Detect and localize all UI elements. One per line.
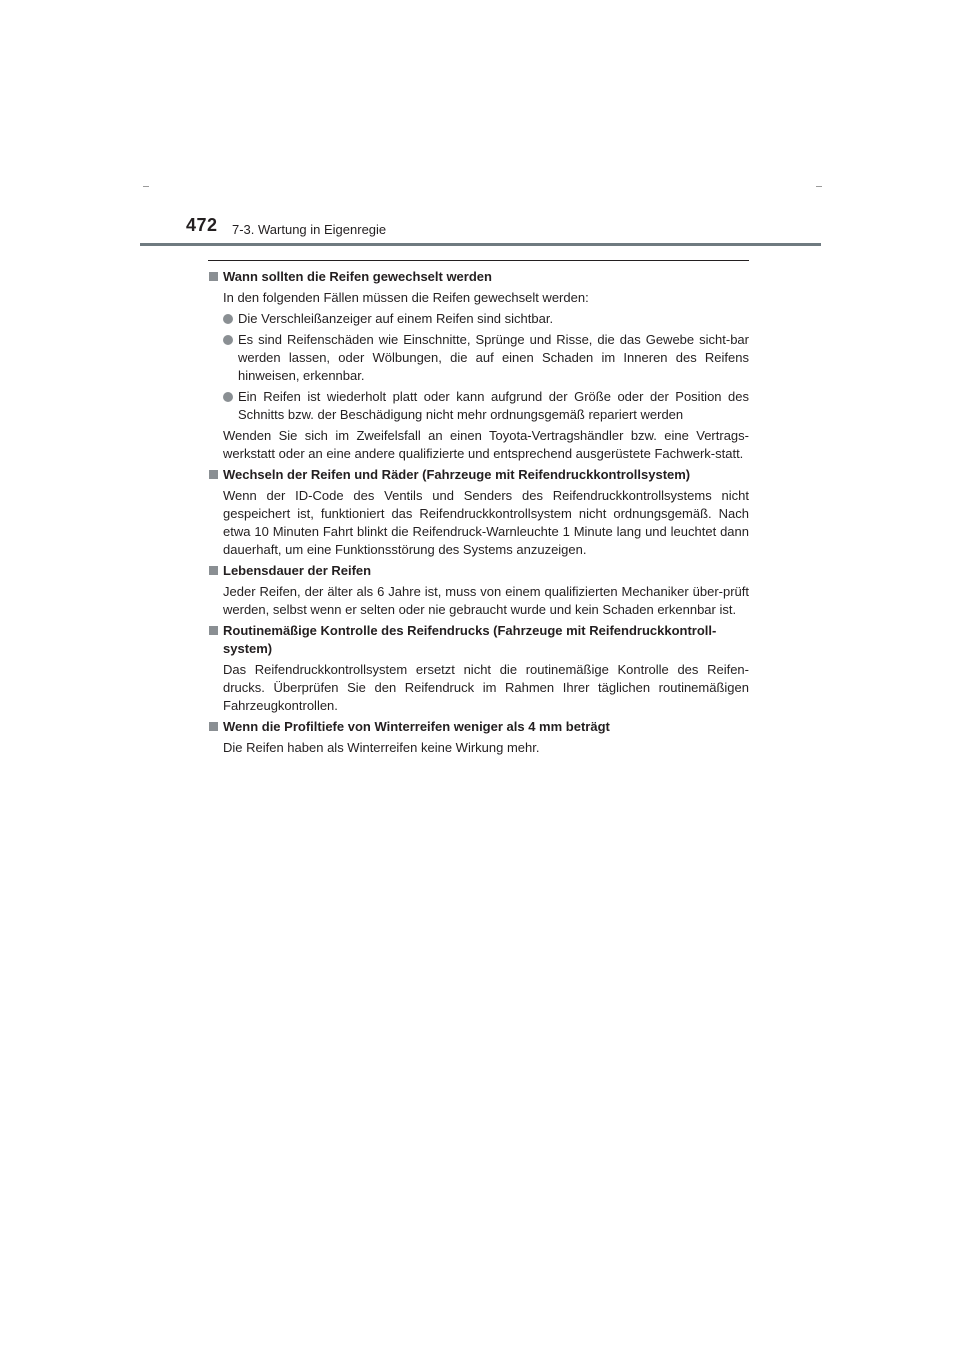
section-winter-tires: [208, 718, 749, 757]
page-number: 472: [186, 215, 218, 235]
section-heading: [208, 466, 749, 484]
section-title: 7-3. Wartung in Eigenregie: [232, 222, 387, 237]
section-heading: [208, 622, 749, 658]
content-top-rule: [208, 260, 749, 261]
section-heading: [208, 562, 749, 580]
square-bullet-icon: [209, 272, 218, 281]
content: [208, 268, 749, 760]
paragraph: Die Reifen haben als Winterreifen keine Wirkung mehr.: [223, 740, 540, 755]
section-wheel-change: [208, 466, 749, 559]
header-rule: [140, 243, 821, 246]
heading-text: Wenn die Profiltiefe von Winterreifen weniger als 4 mm beträgt: [223, 719, 610, 734]
paragraph: Wenden Sie sich im Zweifelsfall an einen Toyota-Vertragshändler bzw. eine Vertrags-werkstatt oder an eine andere qualifizierte und entsprechend ausgerüstete Fachwerk-statt.: [223, 428, 749, 461]
section-heading: [208, 268, 749, 286]
square-bullet-icon: [209, 626, 218, 635]
paragraph: Jeder Reifen, der älter als 6 Jahre ist, muss von einem qualifizierten Mechaniker über-prüft werden, selbst wenn er selten oder nie gebraucht wurde und kein Schaden erkennbar ist.: [223, 584, 749, 617]
section-heading: [208, 718, 749, 736]
round-bullet-icon: [223, 314, 233, 324]
list-item-text: Die Verschleißanzeiger auf einem Reifen sind sichtbar.: [238, 311, 554, 326]
section-tire-lifetime: [208, 562, 749, 619]
heading-text: Lebensdauer der Reifen: [223, 563, 372, 578]
heading-text: Wechseln der Reifen und Räder (Fahrzeuge mit Reifendruckkontrollsystem): [223, 467, 691, 482]
round-bullet-icon: [223, 335, 233, 345]
list-item-text: Es sind Reifenschäden wie Einschnitte, Sprünge und Risse, die das Gewebe sicht-bar werden lassen, oder Wölbungen, die auf einen Schaden im Inneren des Reifens hinweisen, erkennbar.: [238, 332, 749, 383]
list-item-text: Ein Reifen ist wiederholt platt oder kann aufgrund der Größe oder der Position des Schnitts bzw. der Beschädigung nicht mehr ordnungsgemäß repariert werden: [238, 389, 749, 422]
paragraph: Wenn der ID-Code des Ventils und Senders des Reifendruckkontrollsystems nicht gespeichert ist, funktioniert das Reifendruckkontrollsystem nicht ordnungsgemäß. Nach etwa 10 Minuten Fahrt blinkt die Reifendruck-Warnleuchte 1 Minute lang und leuchtet dann dauerhaft, um eine Funktionsstörung des Systems anzuzeigen.: [223, 488, 749, 557]
section-tire-replacement: [208, 268, 749, 463]
paragraph: In den folgenden Fällen müssen die Reifen gewechselt werden:: [223, 290, 589, 305]
round-bullet-icon: [223, 392, 233, 402]
section-pressure-check: [208, 622, 749, 715]
square-bullet-icon: [209, 566, 218, 575]
paragraph: Das Reifendruckkontrollsystem ersetzt nicht die routinemäßige Kontrolle des Reifen-drucks. Überprüfen Sie den Reifendruck im Rahmen Ihrer täglichen routinemäßigen Fahrzeugkontrollen.: [223, 662, 749, 713]
list-item: [208, 310, 749, 328]
crop-mark-right: [816, 186, 822, 187]
crop-mark-left: [143, 186, 149, 187]
square-bullet-icon: [209, 722, 218, 731]
square-bullet-icon: [209, 470, 218, 479]
heading-text: Wann sollten die Reifen gewechselt werden: [223, 269, 492, 284]
list-item: [208, 331, 749, 385]
list-item: [208, 388, 749, 424]
heading-text: Routinemäßige Kontrolle des Reifendrucks (Fahrzeuge mit Reifendruckkontroll-system): [223, 623, 717, 656]
